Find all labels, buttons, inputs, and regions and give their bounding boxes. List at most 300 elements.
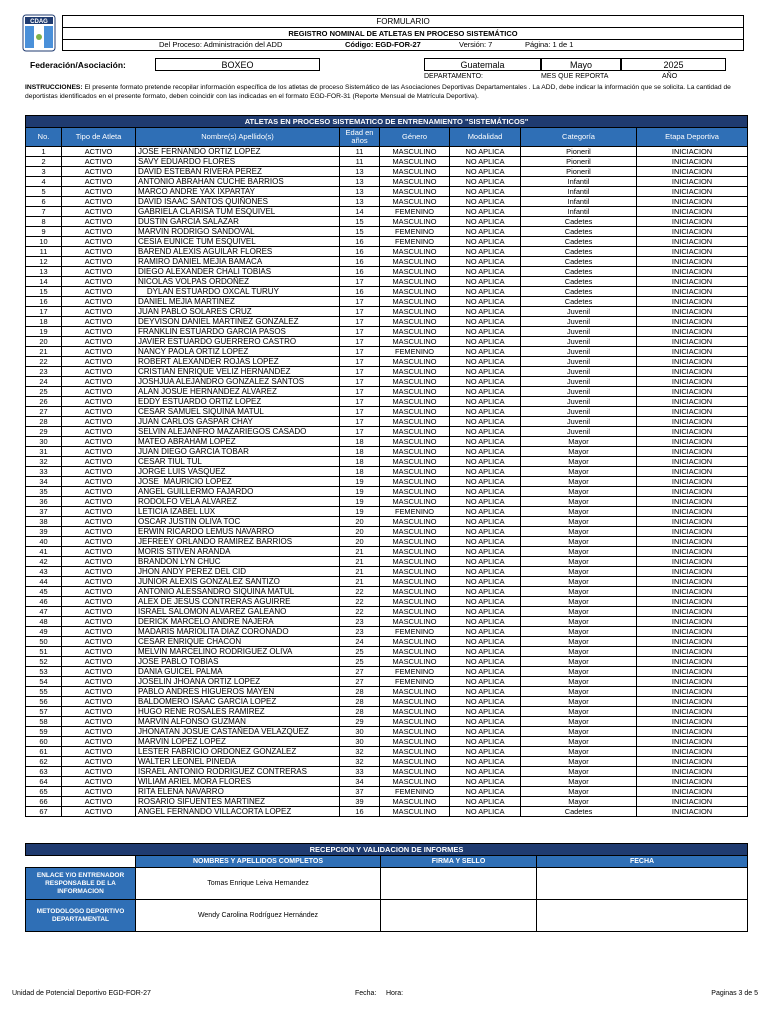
col-category-cell: Juvenil: [521, 417, 637, 427]
athletes-table: [25, 115, 748, 817]
col-stage-cell: INICIACION: [637, 347, 748, 357]
col-modality-cell: NO APLICA: [450, 437, 521, 447]
col-no-cell: 40: [26, 537, 62, 547]
col-type-cell: ACTIVO: [62, 187, 136, 197]
col-name-cell: DANIEL MEJIA MARTINEZ: [136, 297, 340, 307]
col-category-cell: Mayor: [521, 457, 637, 467]
col-category-cell: Cadetes: [521, 257, 637, 267]
table-row: [26, 787, 748, 797]
col-stage-cell: INICIACION: [637, 267, 748, 277]
col-modality-cell: NO APLICA: [450, 477, 521, 487]
col-no-cell: 31: [26, 447, 62, 457]
col-name-cell: DANIA GUICEL PALMA: [136, 667, 340, 677]
col-modality-cell: NO APLICA: [450, 797, 521, 807]
table-row: [26, 637, 748, 647]
col-age-cell: 32: [340, 757, 380, 767]
col-no-cell: 33: [26, 467, 62, 477]
col-type-cell: ACTIVO: [62, 387, 136, 397]
role-coach: ENLACE Y/O ENTRENADOR RESPONSABLE DE LA INFORMACION: [26, 868, 136, 900]
col-modality-cell: NO APLICA: [450, 407, 521, 417]
col-gender-cell: MASCULINO: [380, 317, 450, 327]
table-row: [26, 537, 748, 547]
page-number: Página: 1 de 1: [525, 40, 574, 49]
col-sign-header: FIRMA Y SELLO: [381, 856, 537, 868]
col-modality-cell: NO APLICA: [450, 347, 521, 357]
col-stage-cell: INICIACION: [637, 587, 748, 597]
col-modality-cell: NO APLICA: [450, 737, 521, 747]
col-stage-cell: INICIACION: [637, 557, 748, 567]
col-age-cell: 17: [340, 337, 380, 347]
table-row: [26, 157, 748, 167]
footer-pages: Paginas 3 de 5: [711, 990, 758, 997]
col-category-cell: Juvenil: [521, 317, 637, 327]
col-modality-cell: NO APLICA: [450, 537, 521, 547]
col-type-cell: ACTIVO: [62, 437, 136, 447]
col-stage-cell: INICIACION: [637, 657, 748, 667]
col-no-cell: 5: [26, 187, 62, 197]
col-name-cell: ANTONIO ABRAHAN CUCHE BARRIOS: [136, 177, 340, 187]
col-type-cell: ACTIVO: [62, 357, 136, 367]
col-names-header: NOMBRES Y APELLIDOS COMPLETOS: [136, 856, 381, 868]
col-gender-cell: MASCULINO: [380, 537, 450, 547]
col-type-cell: ACTIVO: [62, 237, 136, 247]
col-name-cell: EDDY ESTUARDO ORTIZ LOPEZ: [136, 397, 340, 407]
col-type-cell: ACTIVO: [62, 657, 136, 667]
col-no-cell: 32: [26, 457, 62, 467]
col-stage-cell: INICIACION: [637, 287, 748, 297]
col-no-cell: 9: [26, 227, 62, 237]
col-name-cell: FRANKLIN ESTUARDO GARCIA PASOS: [136, 327, 340, 337]
col-name-cell: ROSARIO SIFUENTES MARTINEZ: [136, 797, 340, 807]
col-category-cell: Mayor: [521, 597, 637, 607]
col-type-cell: ACTIVO: [62, 737, 136, 747]
col-no-cell: 16: [26, 297, 62, 307]
table-row: [26, 647, 748, 657]
col-type-cell: ACTIVO: [62, 147, 136, 157]
col-gender-cell: FEMENINO: [380, 627, 450, 637]
col-no-cell: 1: [26, 147, 62, 157]
col-no-cell: 12: [26, 257, 62, 267]
col-category-cell: Mayor: [521, 797, 637, 807]
col-type-cell: ACTIVO: [62, 547, 136, 557]
table-row: [26, 667, 748, 677]
table-row: [26, 717, 748, 727]
col-modality-cell: NO APLICA: [450, 697, 521, 707]
col-name-cell: JOSE FERNANDO ORTIZ LOPEZ: [136, 147, 340, 157]
col-age-cell: 17: [340, 397, 380, 407]
col-age-cell: 33: [340, 767, 380, 777]
col-name-cell: ANGEL GUILLERMO FAJARDO: [136, 487, 340, 497]
col-gender-header: Género: [380, 128, 450, 147]
col-gender-cell: MASCULINO: [380, 217, 450, 227]
col-category-cell: Juvenil: [521, 347, 637, 357]
col-gender-cell: MASCULINO: [380, 397, 450, 407]
col-no-cell: 35: [26, 487, 62, 497]
col-age-cell: 16: [340, 247, 380, 257]
col-category-cell: Mayor: [521, 737, 637, 747]
col-no-cell: 26: [26, 397, 62, 407]
process-label: Del Proceso: Administración del ADD: [159, 40, 283, 49]
col-category-cell: Juvenil: [521, 357, 637, 367]
col-type-cell: ACTIVO: [62, 327, 136, 337]
col-modality-cell: NO APLICA: [450, 157, 521, 167]
col-modality-cell: NO APLICA: [450, 457, 521, 467]
col-gender-cell: MASCULINO: [380, 327, 450, 337]
table-row: [26, 697, 748, 707]
col-no-cell: 11: [26, 247, 62, 257]
table-row: [26, 267, 748, 277]
table-row: [26, 247, 748, 257]
col-name-cell: JHON ANDY PEREZ DEL CID: [136, 567, 340, 577]
cdag-logo: [22, 14, 56, 52]
col-category-cell: Cadetes: [521, 277, 637, 287]
col-no-cell: 24: [26, 377, 62, 387]
col-age-cell: 27: [340, 667, 380, 677]
col-gender-cell: MASCULINO: [380, 517, 450, 527]
year-label: AÑO: [662, 73, 678, 80]
col-age-cell: 16: [340, 237, 380, 247]
col-no-cell: 28: [26, 417, 62, 427]
col-modality-cell: NO APLICA: [450, 467, 521, 477]
col-stage-cell: INICIACION: [637, 467, 748, 477]
col-stage-cell: INICIACION: [637, 417, 748, 427]
col-modality-cell: NO APLICA: [450, 567, 521, 577]
table-row: [26, 497, 748, 507]
col-category-cell: Mayor: [521, 567, 637, 577]
col-modality-header: Modalidad: [450, 128, 521, 147]
col-category-cell: Mayor: [521, 667, 637, 677]
col-modality-cell: NO APLICA: [450, 747, 521, 757]
col-age-cell: 37: [340, 787, 380, 797]
col-stage-cell: INICIACION: [637, 207, 748, 217]
col-gender-cell: MASCULINO: [380, 197, 450, 207]
col-category-cell: Mayor: [521, 637, 637, 647]
col-gender-cell: MASCULINO: [380, 357, 450, 367]
col-no-cell: 29: [26, 427, 62, 437]
col-stage-cell: INICIACION: [637, 727, 748, 737]
col-type-cell: ACTIVO: [62, 747, 136, 757]
col-stage-cell: INICIACION: [637, 697, 748, 707]
table-row: [26, 187, 748, 197]
table-row: [26, 547, 748, 557]
col-gender-cell: MASCULINO: [380, 727, 450, 737]
col-type-cell: ACTIVO: [62, 687, 136, 697]
col-modality-cell: NO APLICA: [450, 147, 521, 157]
col-stage-cell: INICIACION: [637, 607, 748, 617]
col-no-cell: 43: [26, 567, 62, 577]
col-gender-cell: FEMENINO: [380, 237, 450, 247]
col-stage-cell: INICIACION: [637, 257, 748, 267]
col-category-cell: Mayor: [521, 477, 637, 487]
col-age-cell: 17: [340, 277, 380, 287]
col-name-cell: CESIA EUNICE TUM ESQUIVEL: [136, 237, 340, 247]
col-stage-cell: INICIACION: [637, 337, 748, 347]
col-name-cell: NICOLAS VOLPAS ORDOÑEZ: [136, 277, 340, 287]
col-stage-cell: INICIACION: [637, 277, 748, 287]
col-gender-cell: MASCULINO: [380, 457, 450, 467]
col-age-cell: 19: [340, 477, 380, 487]
col-age-cell: 21: [340, 547, 380, 557]
col-stage-cell: INICIACION: [637, 717, 748, 727]
col-modality-cell: NO APLICA: [450, 787, 521, 797]
col-stage-cell: INICIACION: [637, 447, 748, 457]
col-stage-cell: INICIACION: [637, 407, 748, 417]
table-row: [26, 607, 748, 617]
col-age-cell: 17: [340, 327, 380, 337]
col-modality-cell: NO APLICA: [450, 727, 521, 737]
col-type-cell: ACTIVO: [62, 647, 136, 657]
col-name-cell: JUAN CARLOS GASPAR CHAY: [136, 417, 340, 427]
col-type-cell: ACTIVO: [62, 477, 136, 487]
col-type-cell: ACTIVO: [62, 457, 136, 467]
col-no-cell: 58: [26, 717, 62, 727]
table-row: [26, 557, 748, 567]
col-stage-cell: INICIACION: [637, 527, 748, 537]
col-no-cell: 13: [26, 267, 62, 277]
col-age-cell: 30: [340, 727, 380, 737]
col-gender-cell: MASCULINO: [380, 167, 450, 177]
col-category-cell: Cadetes: [521, 227, 637, 237]
col-name-cell: JHONATAN JOSUE CASTAÑEDA VELAZQUEZ: [136, 727, 340, 737]
col-type-cell: ACTIVO: [62, 197, 136, 207]
col-name-cell: ALAN JOSUE HERNANDEZ ALVAREZ: [136, 387, 340, 397]
col-no-cell: 17: [26, 307, 62, 317]
col-modality-cell: NO APLICA: [450, 637, 521, 647]
col-gender-cell: MASCULINO: [380, 617, 450, 627]
col-stage-cell: INICIACION: [637, 177, 748, 187]
col-type-cell: ACTIVO: [62, 607, 136, 617]
col-stage-cell: INICIACION: [637, 437, 748, 447]
instructions-text: El presente formato pretende recopilar información específica de los atletas de proceso Sistemático de las Asociaciones Deportivas Departamentales . La ADD, debe indicar la información que se solicita. La cantidad de deportistas identificados en el presente formato, deben coincidir con las indicadas en el formato EGD-FOR-31 (Reporte Mensual de Matrícula Deportiva).: [25, 84, 731, 100]
col-no-cell: 39: [26, 527, 62, 537]
col-modality-cell: NO APLICA: [450, 237, 521, 247]
instructions: [25, 84, 747, 101]
col-gender-cell: MASCULINO: [380, 767, 450, 777]
col-name-cell: DYLAN ESTUARDO OXCAL TURUY: [136, 287, 340, 297]
col-category-cell: Mayor: [521, 727, 637, 737]
col-stage-cell: INICIACION: [637, 757, 748, 767]
col-name-cell: ANTONIO ALESSANDRO SIQUINA MATUL: [136, 587, 340, 597]
date-coach-field[interactable]: [537, 868, 748, 900]
col-age-cell: 18: [340, 437, 380, 447]
month-label: MES QUE REPORTA: [541, 73, 609, 80]
col-type-cell: ACTIVO: [62, 297, 136, 307]
col-category-cell: Juvenil: [521, 377, 637, 387]
col-age-cell: 13: [340, 167, 380, 177]
col-name-cell: DAVID ISAAC SANTOS QUIÑONES: [136, 197, 340, 207]
col-modality-cell: NO APLICA: [450, 487, 521, 497]
col-type-cell: ACTIVO: [62, 727, 136, 737]
sign-methodologist-field[interactable]: [381, 900, 537, 932]
col-gender-cell: MASCULINO: [380, 307, 450, 317]
col-gender-cell: MASCULINO: [380, 777, 450, 787]
col-modality-cell: NO APLICA: [450, 647, 521, 657]
col-no-cell: 27: [26, 407, 62, 417]
col-modality-cell: NO APLICA: [450, 777, 521, 787]
col-type-cell: ACTIVO: [62, 697, 136, 707]
col-type-cell: ACTIVO: [62, 467, 136, 477]
sign-coach-field[interactable]: [381, 868, 537, 900]
table-row: [26, 587, 748, 597]
table-row: [26, 407, 748, 417]
col-type-cell: ACTIVO: [62, 167, 136, 177]
col-name-cell: CESAR SAMUEL SIQUINA MATUL: [136, 407, 340, 417]
col-type-cell: ACTIVO: [62, 207, 136, 217]
col-no-cell: 55: [26, 687, 62, 697]
table-row: [26, 297, 748, 307]
col-modality-cell: NO APLICA: [450, 447, 521, 457]
col-type-cell: ACTIVO: [62, 517, 136, 527]
col-age-cell: 21: [340, 567, 380, 577]
col-stage-cell: INICIACION: [637, 297, 748, 307]
col-no-cell: 41: [26, 547, 62, 557]
col-modality-cell: NO APLICA: [450, 217, 521, 227]
col-stage-cell: INICIACION: [637, 147, 748, 157]
col-type-cell: ACTIVO: [62, 177, 136, 187]
reception-title: RECEPCION Y VALIDACION DE INFORMES: [26, 844, 748, 856]
col-no-cell: 59: [26, 727, 62, 737]
col-modality-cell: NO APLICA: [450, 247, 521, 257]
table-row: [26, 277, 748, 287]
col-type-cell: ACTIVO: [62, 587, 136, 597]
col-modality-cell: NO APLICA: [450, 597, 521, 607]
col-age-cell: 11: [340, 157, 380, 167]
col-gender-cell: MASCULINO: [380, 487, 450, 497]
col-category-cell: Mayor: [521, 707, 637, 717]
col-age-cell: 16: [340, 807, 380, 817]
col-age-cell: 25: [340, 657, 380, 667]
col-gender-cell: MASCULINO: [380, 807, 450, 817]
col-stage-cell: INICIACION: [637, 627, 748, 637]
table-row: [26, 257, 748, 267]
col-name-cell: CRISTIAN ENRIQUE VELIZ HERNANDEZ: [136, 367, 340, 377]
reception-table: [25, 843, 748, 932]
col-age-cell: 39: [340, 797, 380, 807]
col-age-cell: 17: [340, 297, 380, 307]
col-modality-cell: NO APLICA: [450, 317, 521, 327]
col-modality-cell: NO APLICA: [450, 397, 521, 407]
col-name-cell: RODOLFO VELA ALVAREZ: [136, 497, 340, 507]
col-category-cell: Mayor: [521, 687, 637, 697]
col-name-cell: MARCO ANDRE YAX IXPARTAY: [136, 187, 340, 197]
col-age-cell: 19: [340, 507, 380, 517]
col-category-cell: Juvenil: [521, 427, 637, 437]
col-category-cell: Mayor: [521, 577, 637, 587]
col-age-cell: 18: [340, 457, 380, 467]
col-modality-cell: NO APLICA: [450, 807, 521, 817]
col-name-cell: JEFREEY ORLANDO RAMIREZ BARRIOS: [136, 537, 340, 547]
col-age-cell: 16: [340, 257, 380, 267]
col-age-cell: 22: [340, 587, 380, 597]
col-gender-cell: MASCULINO: [380, 557, 450, 567]
date-methodologist-field[interactable]: [537, 900, 748, 932]
table-row: [26, 677, 748, 687]
col-age-cell: 17: [340, 367, 380, 377]
col-type-cell: ACTIVO: [62, 777, 136, 787]
col-gender-cell: MASCULINO: [380, 747, 450, 757]
col-type-cell: ACTIVO: [62, 307, 136, 317]
col-type-cell: ACTIVO: [62, 787, 136, 797]
col-stage-cell: INICIACION: [637, 457, 748, 467]
col-stage-cell: INICIACION: [637, 517, 748, 527]
col-category-cell: Mayor: [521, 437, 637, 447]
col-category-cell: Mayor: [521, 527, 637, 537]
col-no-cell: 23: [26, 367, 62, 377]
col-no-cell: 8: [26, 217, 62, 227]
col-gender-cell: MASCULINO: [380, 147, 450, 157]
col-category-cell: Mayor: [521, 447, 637, 457]
col-gender-cell: MASCULINO: [380, 637, 450, 647]
col-category-cell: Mayor: [521, 617, 637, 627]
col-gender-cell: MASCULINO: [380, 427, 450, 437]
col-gender-cell: MASCULINO: [380, 657, 450, 667]
col-age-cell: 16: [340, 267, 380, 277]
col-gender-cell: MASCULINO: [380, 387, 450, 397]
name-coach: Tomas Enrique Leiva Hernandez: [136, 868, 381, 900]
col-age-cell: 13: [340, 187, 380, 197]
col-no-cell: 10: [26, 237, 62, 247]
role-methodologist: METODOLOGO DEPORTIVO DEPARTAMENTAL: [26, 900, 136, 932]
col-type-cell: ACTIVO: [62, 407, 136, 417]
col-age-cell: 23: [340, 617, 380, 627]
col-modality-cell: NO APLICA: [450, 587, 521, 597]
col-modality-cell: NO APLICA: [450, 607, 521, 617]
col-age-cell: 17: [340, 347, 380, 357]
col-age-cell: 22: [340, 607, 380, 617]
col-name-cell: DERICK MARCELO ANDRE NAJERA: [136, 617, 340, 627]
col-name-cell: MELVIN MARCELINO RODRIGUEZ OLIVA: [136, 647, 340, 657]
col-modality-cell: NO APLICA: [450, 507, 521, 517]
table-row: [26, 177, 748, 187]
col-no-cell: 45: [26, 587, 62, 597]
col-no-cell: 30: [26, 437, 62, 447]
col-category-cell: Mayor: [521, 627, 637, 637]
table-row: [26, 767, 748, 777]
col-name-cell: ROBERT ALEXANDER ROJAS LOPEZ: [136, 357, 340, 367]
col-gender-cell: MASCULINO: [380, 477, 450, 487]
col-age-cell: 15: [340, 227, 380, 237]
col-type-cell: ACTIVO: [62, 277, 136, 287]
col-modality-cell: NO APLICA: [450, 197, 521, 207]
col-age-cell: 34: [340, 777, 380, 787]
col-modality-cell: NO APLICA: [450, 627, 521, 637]
table-row: [26, 237, 748, 247]
col-no-cell: 64: [26, 777, 62, 787]
col-age-cell: 28: [340, 687, 380, 697]
col-name-cell: WALTER LEONEL PINEDA: [136, 757, 340, 767]
col-category-cell: Mayor: [521, 657, 637, 667]
col-category-cell: Mayor: [521, 537, 637, 547]
col-name-cell: ERWIN RICARDO LEMUS NAVARRO: [136, 527, 340, 537]
col-type-cell: ACTIVO: [62, 507, 136, 517]
year-value: 2025: [621, 58, 726, 71]
table-row: [26, 217, 748, 227]
col-category-cell: Pioneril: [521, 147, 637, 157]
col-stage-cell: INICIACION: [637, 777, 748, 787]
col-no-cell: 4: [26, 177, 62, 187]
col-name-cell: HUGO RENE ROSALES RAMIREZ: [136, 707, 340, 717]
col-name-cell: PABLO ANDRES HIGUEROS MAYEN: [136, 687, 340, 697]
col-no-cell: 2: [26, 157, 62, 167]
col-stage-cell: INICIACION: [637, 397, 748, 407]
col-type-cell: ACTIVO: [62, 427, 136, 437]
col-modality-cell: NO APLICA: [450, 327, 521, 337]
col-name-cell: DAVID ESTEBAN RIVERA PEREZ: [136, 167, 340, 177]
col-type-cell: ACTIVO: [62, 567, 136, 577]
col-type-cell: ACTIVO: [62, 577, 136, 587]
col-name-cell: ISRAEL ANTONIO RODRIGUEZ CONTRERAS: [136, 767, 340, 777]
col-category-cell: Mayor: [521, 507, 637, 517]
